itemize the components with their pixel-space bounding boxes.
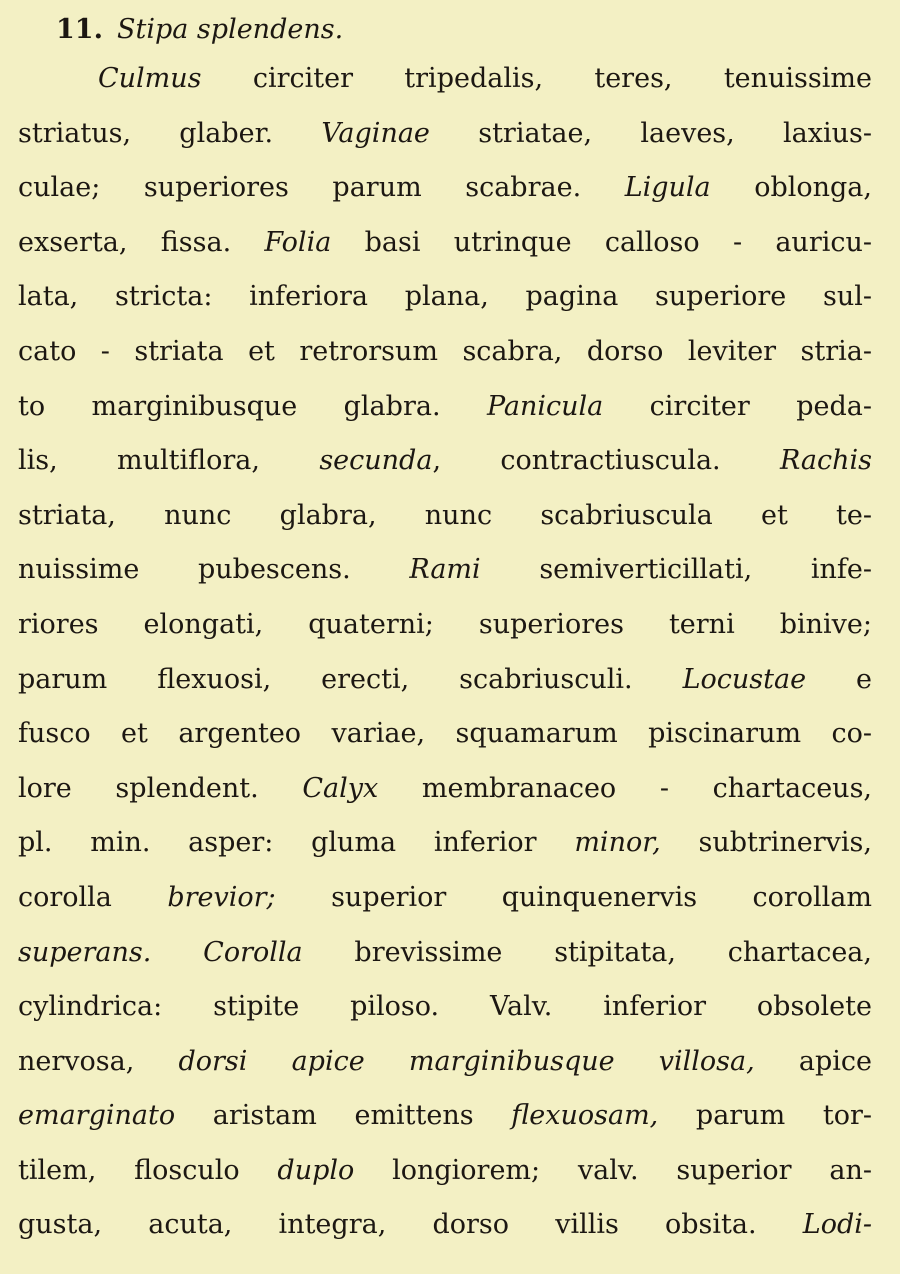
italic-term: Locustae [682,663,807,695]
text-run: brevissime stipitata, chartacea, [302,936,872,968]
text-line [18,980,872,1035]
text-run: subtrinervis, [660,827,872,859]
text-run: parum flexuosi, erecti, scabriusculi. [18,663,683,695]
italic-term: Culmus [98,63,202,94]
italic-term: Corolla [203,936,303,968]
italic-term: Rachis [779,445,872,477]
italic-term: minor, [574,827,661,859]
text-line [18,1035,872,1090]
italic-term: Calyx [302,772,379,804]
text-line [18,1198,872,1253]
italic-term: duplo [277,1154,355,1186]
italic-term: Folia [264,226,332,258]
section-number: 11. [56,14,103,45]
italic-term: Ligula [624,172,711,204]
text-line [18,653,872,708]
text-line [18,380,872,435]
text-run: tilem, flosculo [18,1154,278,1186]
italic-term: secunda [319,445,433,477]
text-line [18,1144,872,1199]
text-run: superior quinquenervis corollam [275,881,872,913]
text-run: striata, nunc glabra, nunc scabriuscula et te- [18,499,872,531]
text-run: to marginibusque glabra. [18,390,487,422]
text-run: lis, multiflora, [18,445,320,477]
text-run: lata, stricta: inferiora plana, pagina superiore sul- [18,281,872,313]
text-run: apice [754,1045,872,1077]
text-line [18,543,872,598]
text-line [18,270,872,325]
description-body [18,52,872,1253]
text-line [18,489,872,544]
text-line [18,762,872,817]
text-run: parum tor- [658,1100,872,1132]
text-run: basi utrinque calloso - auricu- [331,226,872,258]
text-run: culae; superiores parum scabrae. [18,172,625,204]
text-run: pl. min. asper: gluma inferior [18,827,575,859]
text-run: semiverticillati, infe- [480,554,872,586]
italic-term: flexuosam, [511,1100,659,1132]
text-line [18,434,872,489]
italic-term: Rami [409,554,481,586]
text-run: cylindrica: stipite piloso. Valv. inferior obsolete [18,991,872,1023]
text-run: nervosa, [18,1045,179,1077]
text-line [18,926,872,981]
text-run: striatae, laeves, laxius- [429,117,872,149]
text-run: fusco et argenteo variae, squamarum piscinarum co- [18,718,872,750]
text-run: longiorem; valv. superior an- [354,1154,872,1186]
text-line [18,107,872,162]
text-line [18,325,872,380]
text-run: lore splendent. [18,772,303,804]
italic-term: superans. [18,936,152,968]
text-run: oblonga, [710,172,872,204]
species-title: Stipa splendens. [116,14,344,45]
text-run: e [806,663,872,695]
text-run: aristam emittens [175,1100,512,1132]
text-run: membranaceo - chartaceus, [378,772,872,804]
text-line [18,598,872,653]
text-line [18,161,872,216]
italic-term: Panicula [486,390,604,422]
text-line [18,707,872,762]
text-run: gusta, acuta, integra, dorso villis obsita. [18,1209,803,1241]
italic-term: dorsi apice marginibusque villosa, [178,1045,755,1077]
text-run: exserta, fissa. [18,226,265,258]
text-run: cato - striata et retrorsum scabra, dorso leviter stria- [18,335,872,367]
text-run: nuissime pubescens. [18,554,410,586]
text-run: , contractiuscula. [432,445,780,477]
text-line [18,871,872,926]
text-line [18,216,872,271]
text-run [151,937,203,968]
text-run: circiter tripedalis, teres, tenuissime [201,63,872,94]
italic-term: Lodi- [802,1209,872,1241]
italic-term: emarginato [18,1100,176,1132]
text-run: circiter peda- [603,390,872,422]
text-run: striatus, glaber. [18,117,322,149]
text-run: riores elongati, quaterni; superiores terni binive; [18,608,872,640]
text-line [18,1089,872,1144]
italic-term: brevior; [167,881,276,913]
text-run: corolla [18,881,168,913]
text-line [18,52,872,107]
italic-term: Vaginae [321,117,430,149]
text-line [18,816,872,871]
section-heading [18,8,872,52]
